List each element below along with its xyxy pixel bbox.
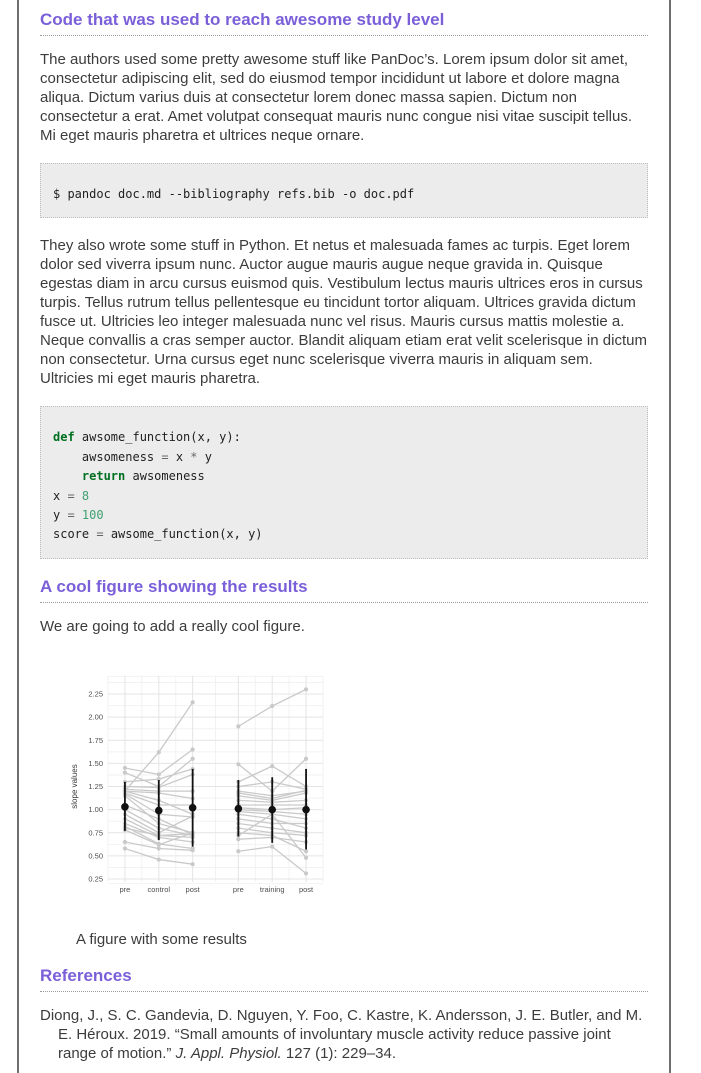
- svg-text:1.00: 1.00: [88, 805, 103, 815]
- code-line: return awsomeness: [81, 469, 205, 484]
- svg-text:0.75: 0.75: [88, 828, 103, 838]
- mean-point: [189, 804, 197, 812]
- mean-point: [268, 806, 276, 814]
- intro-paragraph: The authors used some pretty awesome stuff like PanDoc’s. Lorem ipsum dolor sit amet, consectetur adipiscing elit, sed do eiusmod tempor incididunt ut labore et dolore magna aliqua. Dictum varius duis at consectetur lorem donec massa sapien. Dictum non consectetur a erat. Amet volutpat consequat mauris nunc congue nisi vitae suscipit tellus. Mi eget mauris pharetra et ultrices neque ornare.: [40, 51, 632, 144]
- svg-text:training: training: [259, 884, 285, 894]
- svg-text:control: control: [147, 884, 171, 894]
- mean-point: [121, 803, 129, 811]
- svg-text:1.50: 1.50: [88, 758, 103, 768]
- svg-text:1.75: 1.75: [88, 735, 103, 745]
- svg-text:0.50: 0.50: [88, 851, 103, 861]
- code-line: score = awsome_function(x, y): [53, 527, 263, 542]
- shell-code: $ pandoc doc.md --bibliography refs.bib -o doc.pdf: [53, 187, 415, 201]
- slope-values-chart: [68, 670, 358, 910]
- grid-minor: [108, 676, 323, 884]
- section-heading-figure: A cool figure showing the results: [40, 577, 648, 603]
- svg-text:1.25: 1.25: [88, 781, 103, 791]
- document-page: [17, 0, 671, 1073]
- code-line: awsomeness = x * y: [53, 449, 212, 464]
- svg-text:post: post: [298, 884, 314, 894]
- svg-text:post: post: [185, 884, 200, 894]
- shell-code-block: [40, 163, 648, 218]
- figure-caption: A figure with some results: [76, 930, 247, 948]
- section-heading-references: References: [40, 966, 648, 992]
- section-heading-code: Code that was used to reach awesome study level: [40, 10, 648, 36]
- python-paragraph: They also wrote some stuff in Python. Et netus et malesuada fames ac turpis. Eget lorem dolor sed viverra ipsum nunc. Auctor augue mauris augue neque gravida in. Quisque egestas diam in arcu cursus euismod quis. Vestibulum lectus mauris ultrices eros in cursus turpis. Tellus rutrum tellus pellentesque eu tincidunt tortor aliquam. Ultrices gravida dictum fusce ut. Ultricies leo integer malesuada nunc vel risus. Mauris cursus mattis molestie a. Neque convallis a cras semper auctor. Blandit aliquam etiam erat velit scelerisque in dictum non consectetur. Urna cursus eget nunc scelerisque viverra mauris in aliquam sem. Ultricies mi eget mauris pharetra.: [40, 237, 647, 388]
- svg-text:2.00: 2.00: [88, 712, 103, 722]
- code-line: x = 8: [53, 488, 90, 503]
- svg-text:0.25: 0.25: [88, 874, 103, 884]
- mean-point: [302, 806, 310, 814]
- reference-text-tail: 127 (1): 229–34.: [281, 1044, 396, 1062]
- svg-text:pre: pre: [119, 884, 131, 894]
- code-line: def awsome_function(x, y):: [53, 430, 241, 445]
- reference-entry: [40, 1006, 648, 1063]
- mean-point: [155, 807, 163, 815]
- code-line: y = 100: [53, 508, 104, 523]
- y-axis-title: slope values: [70, 764, 79, 809]
- svg-text:pre: pre: [232, 884, 244, 894]
- results-figure: [40, 670, 648, 948]
- svg-text:2.25: 2.25: [88, 689, 103, 699]
- reference-journal: J. Appl. Physiol.: [175, 1044, 282, 1062]
- mean-point: [235, 805, 243, 813]
- python-code-block: [40, 406, 648, 558]
- figure-intro-paragraph: We are going to add a really cool figure.: [40, 617, 305, 635]
- chart-holder: [68, 670, 648, 915]
- reference-text: Diong, J., S. C. Gandevia, D. Nguyen, Y. Foo, C. Kastre, K. Andersson, J. E. Butler, and M. E. Héroux. 2019. “Small amounts of involuntary muscle activity reduce passive joint range of motion.”: [40, 1006, 643, 1062]
